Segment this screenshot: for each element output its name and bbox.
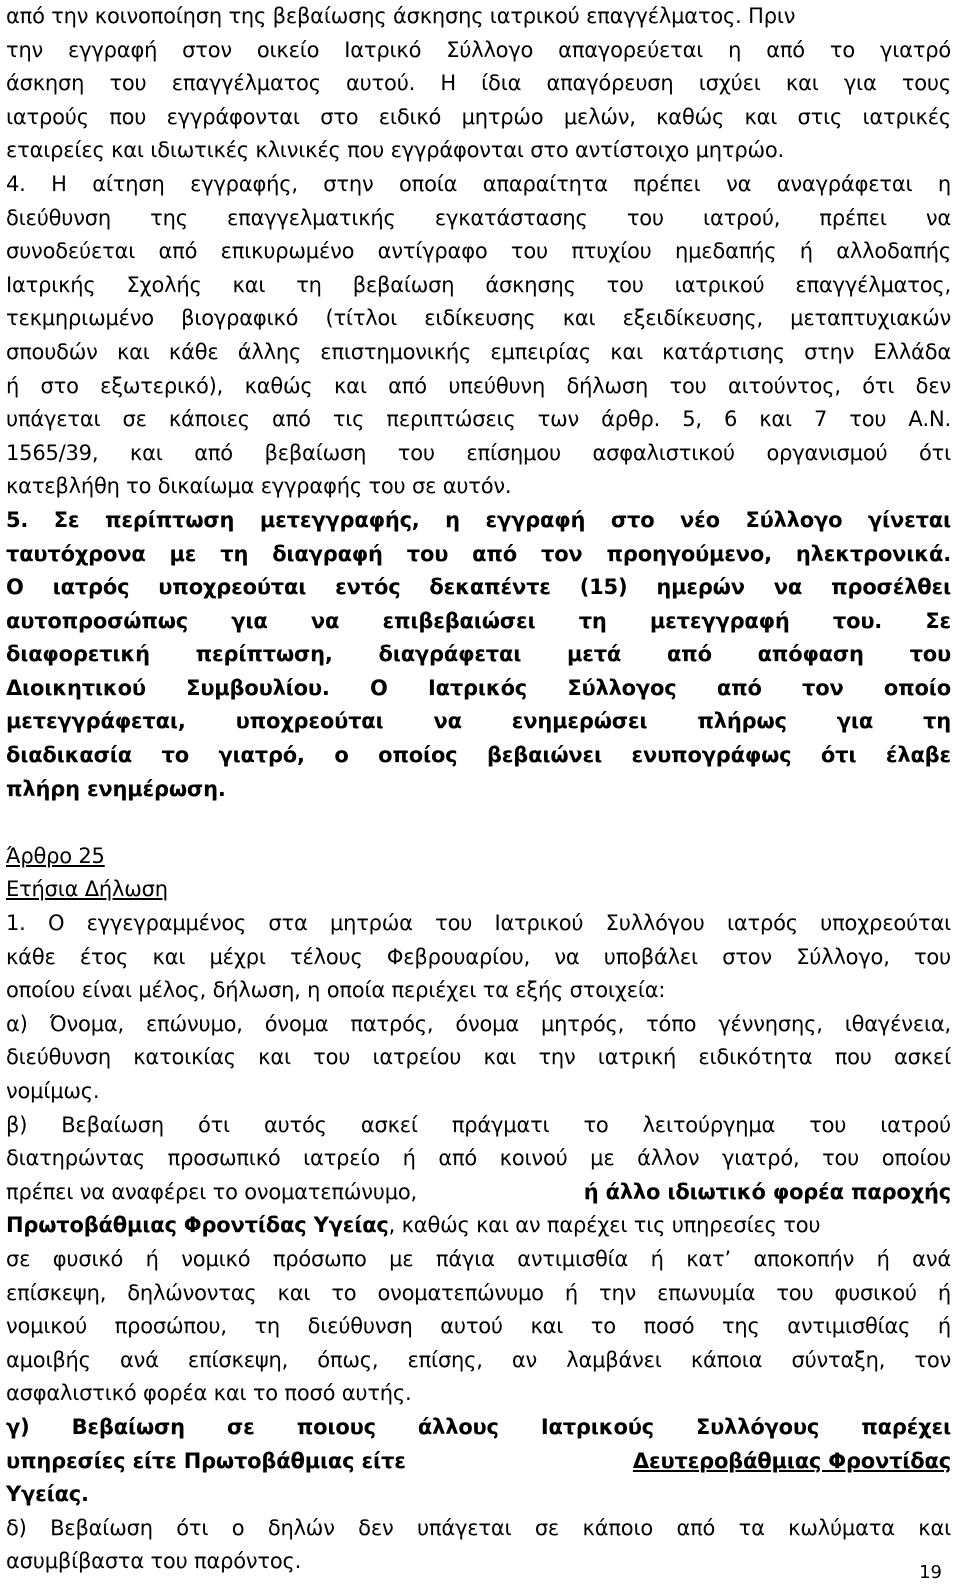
text-line-mixed [6, 1445, 951, 1479]
text-line: Ιατρικής Σχολής και τη βεβαίωση άσκησης του ιατρικού επαγγέλματος, [6, 272, 951, 297]
blank-line [6, 806, 951, 840]
text-line: κατεβλήθη το δικαίωμα εγγραφής του σε αυτόν. [6, 474, 512, 499]
document-page [6, 0, 951, 1579]
text-line: διατηρώντας προσωπικό ιατρείο ή από κοινού με άλλον γιατρό, του οποίου [6, 1146, 951, 1171]
text-line: επίσκεψη, δηλώνοντας και το ονοματεπώνυμο ή την επωνυμία του φυσικού ή [6, 1280, 951, 1305]
article-subtitle: Ετήσια Δήλωση [6, 877, 168, 902]
text-line: αμοιβής ανά επίσκεψη, όπως, επίσης, αν λαμβάνει κάποια σύνταξη, τον [6, 1347, 951, 1372]
text-line: αυτοπροσώπως για να επιβεβαιώσει τη μετεγγραφή του. Σε [6, 608, 951, 633]
text-line: 5. Σε περίπτωση μετεγγραφής, η εγγραφή στο νέο Σύλλογο γίνεται [6, 507, 951, 532]
text-line: διαδικασία το γιατρό, ο οποίος βεβαιώνει ενυπογράφως ότι έλαβε [6, 743, 951, 768]
text-segment: πρέπει να αναφέρει το ονοματεπώνυμο, [6, 1179, 418, 1204]
text-segment: , καθώς και αν παρέχει τις υπηρεσίες του [388, 1213, 821, 1238]
text-line: διεύθυνση της επαγγελματικής εγκατάστασης του ιατρού, πρέπει να [6, 205, 951, 230]
text-line: εταιρείες και ιδιωτικές κλινικές που εγγράφονται στο αντίστοιχο μητρώο. [6, 138, 784, 163]
text-line: β) Βεβαίωση ότι αυτός ασκεί πράγματι το λειτούργημα του ιατρού [6, 1112, 951, 1137]
text-segment-bold: υπηρεσίες είτε Πρωτοβάθμιας είτε [6, 1448, 406, 1473]
text-line: άσκηση του επαγγέλματος αυτού. Η ίδια απαγόρευση ισχύει και για τους [6, 71, 951, 96]
text-line: α) Όνομα, επώνυμο, όνομα πατρός, όνομα μητρός, τόπο γέννησης, ιθαγένεια, [6, 1011, 951, 1036]
text-line-mixed [6, 1176, 951, 1210]
text-line: Ο ιατρός υποχρεούται εντός δεκαπέντε (15) ημερών να προσέλθει [6, 575, 951, 600]
text-line: ή στο εξωτερικό), καθώς και από υπεύθυνη δήλωση του αιτούντος, ότι δεν [6, 373, 951, 398]
text-line: νομίμως. [6, 1079, 100, 1103]
text-line: Διοικητικού Συμβουλίου. Ο Ιατρικός Σύλλογος από τον οποίο [6, 675, 951, 700]
text-line: υπάγεται σε κάποιες από τις περιπτώσεις των άρθρ. 5, 6 και 7 του Α.Ν. [6, 407, 951, 432]
article-heading [6, 840, 951, 874]
text-line: Υγείας. [6, 1482, 89, 1507]
text-line: 1565/39, και από βεβαίωση του επίσημου ασφαλιστικού οργανισμού ότι [6, 440, 951, 465]
article-subheading [6, 873, 951, 907]
text-line: τεκμηριωμένο βιογραφικό (τίτλοι ειδίκευσης και εξειδίκευσης, μεταπτυχιακών [6, 306, 951, 331]
text-line: δ) Βεβαίωση ότι ο δηλών δεν υπάγεται σε κάποιο από τα κωλύματα και [6, 1515, 951, 1540]
text-line: 4. Η αίτηση εγγραφής, στην οποία απαραίτητα πρέπει να αναγράφεται η [6, 171, 951, 196]
text-line: κάθε έτος και μέχρι τέλους Φεβρουαρίου, να υποβάλει στον Σύλλογο, του [6, 944, 951, 969]
text-line: από την κοινοποίηση της βεβαίωσης άσκησης ιατρικού επαγγέλματος. Πριν [6, 4, 796, 28]
text-line: μετεγγράφεται, υποχρεούται να ενημερώσει πλήρως για τη [6, 709, 951, 734]
text-line: διεύθυνση κατοικίας και του ιατρείου και την ιατρική ειδικότητα που ασκεί [6, 1045, 951, 1070]
text-line: ασφαλιστικό φορέα και το ποσό αυτής. [6, 1381, 412, 1406]
text-line: την εγγραφή στον οικείο Ιατρικό Σύλλογο απαγορεύεται η από το γιατρό [6, 37, 951, 62]
text-line: πλήρη ενημέρωση. [6, 776, 226, 801]
text-line: σπουδών και κάθε άλλης επιστημονικής εμπειρίας και κατάρτισης στην Ελλάδα [6, 339, 951, 364]
text-line-mixed [6, 1209, 951, 1243]
article-title: Άρθρο 25 [6, 843, 105, 868]
text-line: διαφορετική περίπτωση, διαγράφεται μετά από απόφαση του [6, 642, 951, 667]
text-line: γ) Βεβαίωση σε ποιους άλλους Ιατρικούς Συλλόγους παρέχει [6, 1414, 951, 1439]
text-line: νομικού προσώπου, τη διεύθυνση αυτού και το ποσό της αντιμισθίας ή [6, 1314, 951, 1339]
text-line: συνοδεύεται από επικυρωμένο αντίγραφο του πτυχίου ημεδαπής ή αλλοδαπής [6, 239, 951, 264]
text-line: 1. Ο εγγεγραμμένος στα μητρώα του Ιατρικού Συλλόγου ιατρός υποχρεούται [6, 911, 951, 936]
text-segment-underlined: Δευτεροβάθμιας Φροντίδας [632, 1448, 951, 1473]
text-line: οποίου είναι μέλος, δήλωση, η οποία περιέχει τα εξής στοιχεία: [6, 978, 666, 1003]
text-line: ιατρούς που εγγράφονται στο ειδικό μητρώο μελών, καθώς και στις ιατρικές [6, 104, 951, 129]
text-line: ασυμβίβαστα του παρόντος. [6, 1549, 302, 1574]
text-line: σε φυσικό ή νομικό πρόσωπο με πάγια αντιμισθία ή κατ’ αποκοπήν ή ανά [6, 1246, 951, 1271]
text-segment-bold: ή άλλο ιδιωτικό φορέα παροχής [583, 1179, 951, 1204]
text-segment-bold: Πρωτοβάθμιας Φροντίδας Υγείας [6, 1213, 389, 1238]
page-number: 19 [919, 1562, 942, 1583]
text-line: ταυτόχρονα με τη διαγραφή του από τον προηγούμενο, ηλεκτρονικά. [6, 541, 951, 566]
